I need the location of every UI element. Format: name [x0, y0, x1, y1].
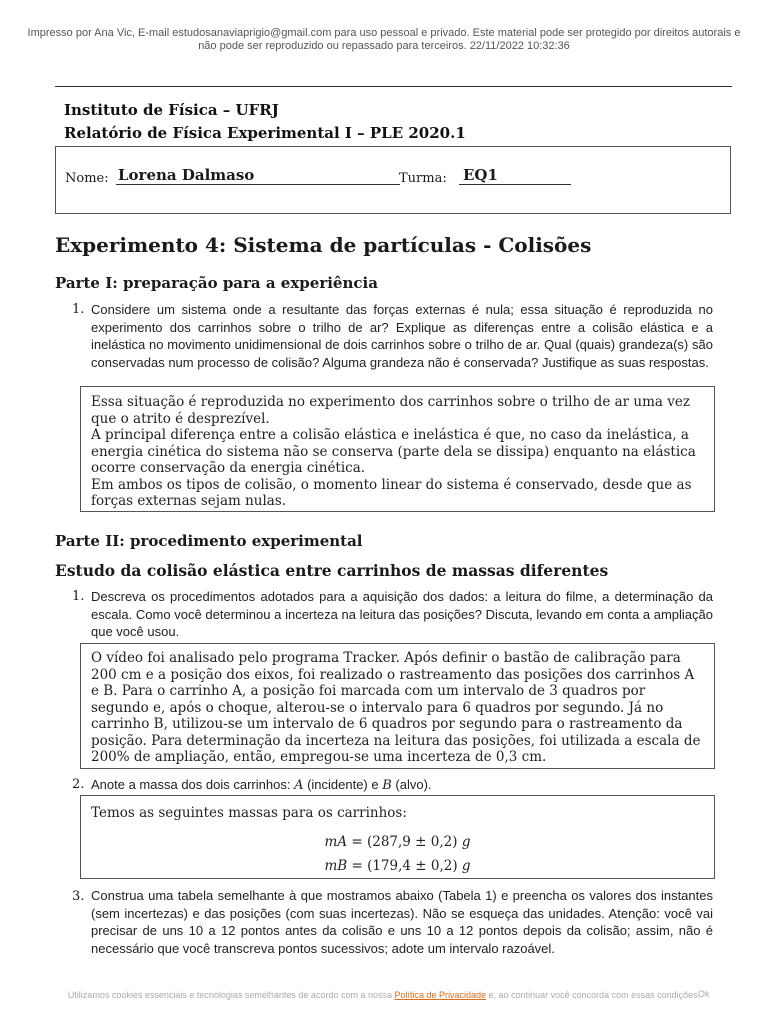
- student-info-box: [55, 146, 731, 214]
- part1-heading: Parte I: preparação para a experiência: [55, 274, 378, 292]
- part2-answer2-intro: Temos as seguintes massas para os carrinhos:: [91, 805, 407, 821]
- turma-value: EQ1: [459, 167, 571, 185]
- cookie-ok-button[interactable]: Ok: [698, 989, 710, 999]
- part2-q2-number: 2.: [72, 777, 85, 792]
- part1-q1-number: 1.: [72, 302, 85, 317]
- var-b: B: [382, 778, 392, 793]
- mass-a-equation: mA = (287,9 ± 0,2) g: [324, 833, 471, 850]
- experiment-title: Experimento 4: Sistema de partículas - Colisões: [55, 233, 592, 257]
- part2-q3-number: 3.: [72, 889, 85, 904]
- part1-answer-p3: Em ambos os tipos de colisão, o momento linear do sistema é conservado, desde que as forças externas sejam nulas.: [91, 476, 692, 509]
- report-title: Relatório de Física Experimental I – PLE 2020.1: [64, 124, 466, 142]
- part2-answer2-box: [80, 795, 715, 879]
- name-label: Nome:: [65, 171, 109, 186]
- institute-title: Instituto de Física – UFRJ: [64, 101, 279, 119]
- part2-heading: Parte II: procedimento experimental: [55, 532, 363, 550]
- part2-q2-text: Anote a massa dos dois carrinhos: A (incidente) e B (alvo).: [91, 777, 432, 793]
- cookie-text-before: Utilizamos cookies essenciais e tecnologias semelhantes de acordo com a nossa: [67, 990, 395, 1000]
- part2-answer1-text: O vídeo foi analisado pelo programa Tracker. Após definir o bastão de calibração para 200 cm e a posição dos eixos, foi realizado o rastreamento das posições dos carrinhos A e B. Para o carrinho A, a posição foi marcada com um intervalo de 3 quadros por segundo e, após o choque, alterou-se o intervalo para 6 quadros por segundo. Já no carrinho B, utilizou-se um intervalo de 6 quadros por segundo para o rastreamento da posição. Para determinação da incerteza na leitura das posições, foi utilizada a escala de 200% de ampliação, então, empregou-se uma incerteza de 0,3 cm.: [91, 650, 701, 765]
- part2-q1-text: Descreva os procedimentos adotados para a aquisição dos dados: a leitura do filme, a determinação da escala. Como você determinou a incerteza na leitura das posições? Discuta, levando em conta a ampliação que você usou.: [91, 589, 713, 639]
- part1-answer-p2: A principal diferença entre a colisão elástica e inelástica é que, no caso da inelástica, a energia cinética do sistema não se conserva (parte dela se dissipa) enquanto na elástica ocorre conservação da energia cinética.: [91, 427, 696, 476]
- cookie-banner: [0, 980, 768, 1010]
- privacy-policy-link[interactable]: Política de Privacidade: [394, 990, 487, 1000]
- mass-b-equation: mB = (179,4 ± 0,2) g: [324, 857, 471, 874]
- var-a: A: [294, 778, 304, 793]
- part2-subheading: Estudo da colisão elástica entre carrinhos de massas diferentes: [55, 561, 609, 580]
- part2-q3-text: Construa uma tabela semelhante à que mostramos abaixo (Tabela 1) e preencha os valores dos instantes (sem incertezas) e das posições (com suas incertezas). Não se esqueça das unidades. Atenção: você vai precisar de uns 10 a 12 pontos antes da colisão e uns 10 a 12 pontos depois da colisão; assim, não é necessário que você transcreva pontos sucessivos; adote um intervalo razoável.: [91, 888, 713, 956]
- turma-label: Turma:: [399, 171, 447, 186]
- top-divider: [55, 86, 732, 87]
- name-value: Lorena Dalmaso: [116, 167, 400, 185]
- part1-answer-p1: Essa situação é reproduzida no experimento dos carrinhos sobre o trilho de ar uma vez que o atrito é desprezível.: [91, 394, 690, 427]
- print-notice: Impresso por Ana Vic, E-mail estudosanaviaprigio@gmail.com para uso pessoal e privado. Este material pode ser protegido por direitos autorais e não pode ser reproduzido ou repassado para terceiros. 22/11/2022 10:32:36: [27, 27, 741, 52]
- part2-answer1-box: [80, 643, 715, 769]
- part1-q1-text: Considere um sistema onde a resultante das forças externas é nula; essa situação é reproduzida no experimento dos carrinhos sobre o trilho de ar? Explique as diferenças entre a colisão elástica e a inelástica no movimento unidimensional de dois carrinhos sobre o trilho de ar. Qual (quais) grandeza(s) são conservadas num processo de colisão? Alguma grandeza não é conservada? Justifique as suas respostas.: [91, 302, 713, 370]
- part1-answer-box: [80, 386, 715, 512]
- part2-q1-number: 1.: [72, 589, 85, 604]
- cookie-text-after: e, ao continuar você concorda com essas condições.: [486, 990, 701, 1000]
